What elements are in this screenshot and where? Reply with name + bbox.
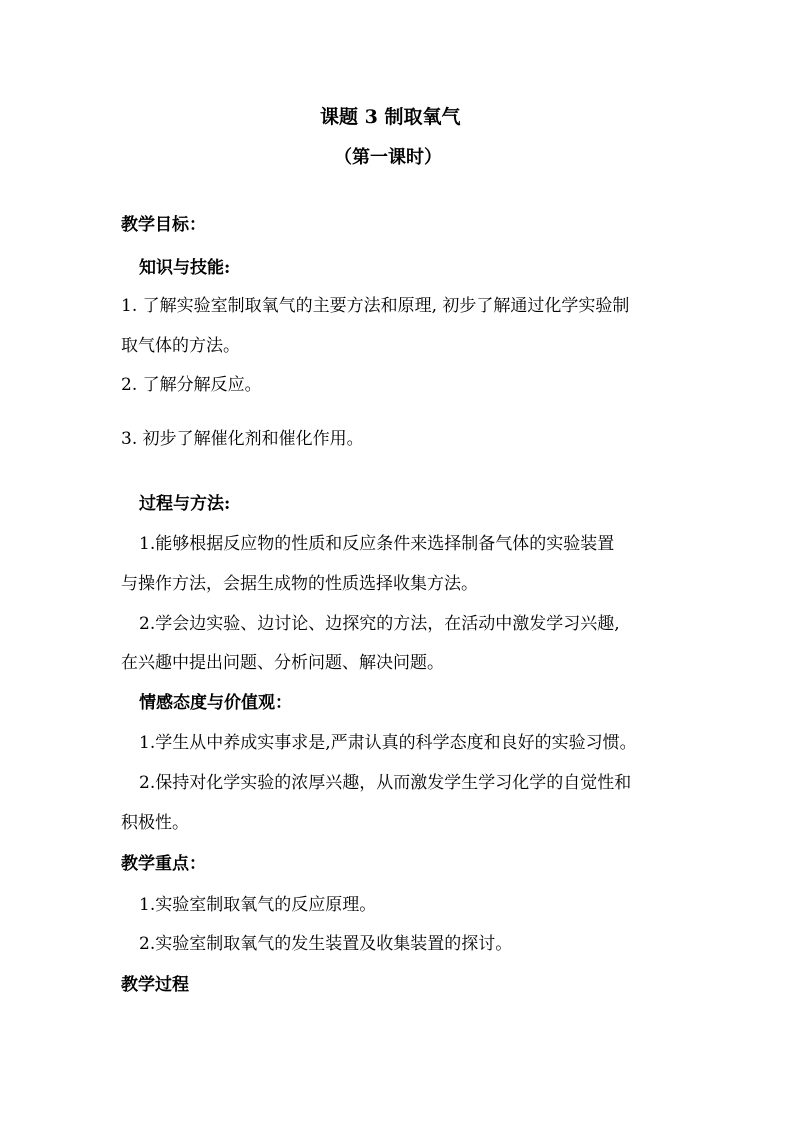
process-methods-heading: 过程与方法: — [139, 494, 231, 514]
knowledge-item-1-line-2: 取气体的方法。 — [121, 336, 240, 356]
document-title: 课题 3 制取氧气 — [320, 106, 461, 128]
objectives-heading: 教学目标： — [121, 215, 206, 235]
key-point-item-1: 1.实验室制取氧气的反应原理。 — [139, 895, 377, 915]
key-points-heading: 教学重点： — [121, 854, 206, 874]
emotion-item-2-line-2: 积极性。 — [121, 813, 189, 833]
process-item-2-line-2: 在兴趣中提出问题、分析问题、解决问题。 — [121, 653, 444, 673]
process-item-1-line-2: 与操作方法，会据生成物的性质选择收集方法。 — [121, 574, 478, 594]
document-subtitle: （第一课时） — [334, 147, 442, 168]
knowledge-item-2: 2. 了解分解反应。 — [121, 375, 262, 395]
emotion-values-heading: 情感态度与价值观： — [139, 693, 292, 713]
emotion-item-2-line-1: 2.保持对化学实验的浓厚兴趣，从而激发学生学习化学的自觉性和 — [139, 773, 632, 793]
process-item-1-line-1: 1.能够根据反应物的性质和反应条件来选择制备气体的实验装置 — [139, 534, 615, 554]
knowledge-skills-heading: 知识与技能: — [139, 258, 231, 278]
knowledge-item-3: 3. 初步了解催化剂和催化作用。 — [121, 429, 364, 449]
key-point-item-2: 2.实验室制取氧气的发生装置及收集装置的探讨。 — [139, 934, 513, 954]
teaching-process-heading: 教学过程 — [121, 975, 189, 995]
emotion-item-1: 1.学生从中养成实事求是,严肃认真的科学态度和良好的实验习惯。 — [139, 733, 637, 753]
knowledge-item-1-line-1: 1. 了解实验室制取氧气的主要方法和原理, 初步了解通过化学实验制 — [121, 296, 630, 316]
process-item-2-line-1: 2.学会边实验、边讨论、边探究的方法，在活动中激发学习兴趣, — [139, 614, 620, 634]
